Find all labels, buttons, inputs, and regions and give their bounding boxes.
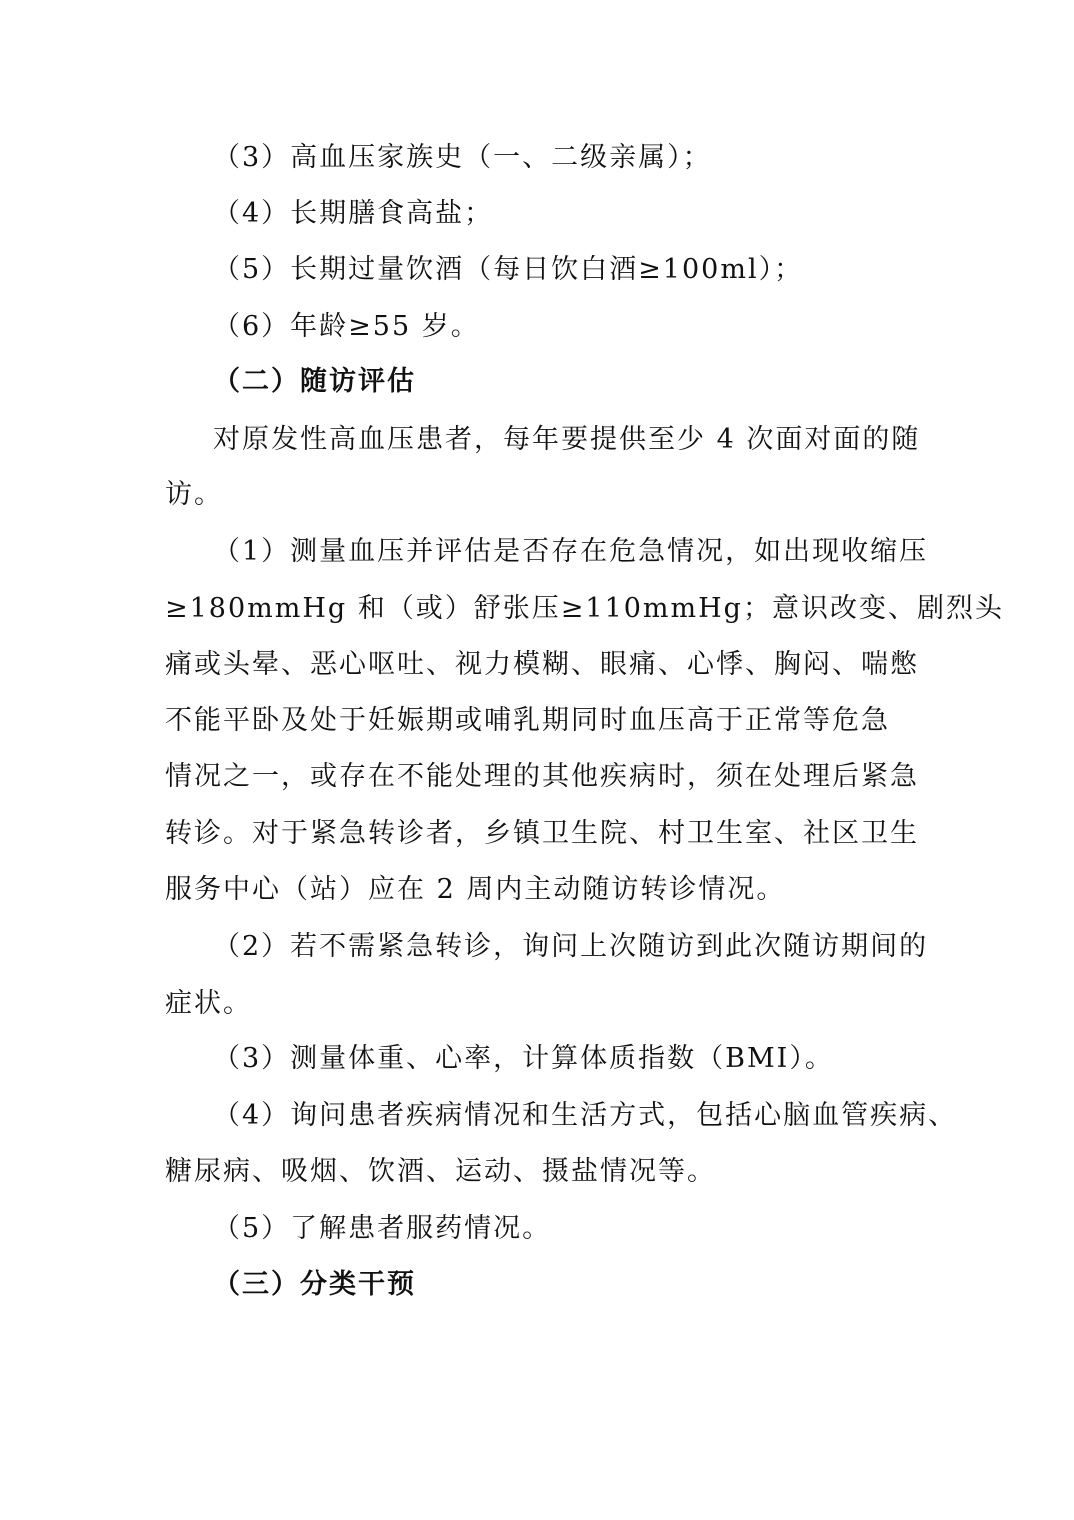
risk-factor-3: （3）高血压家族史（一、二级亲属）； (213, 142, 712, 173)
paragraph-line: 症状。 (165, 988, 252, 1019)
paragraph-line: 糖尿病、吸烟、饮酒、运动、摄盐情况等。 (165, 1156, 716, 1187)
paragraph-line: （5）了解患者服药情况。 (213, 1213, 552, 1244)
paragraph-line: （2）若不需紧急转诊，询问上次随访到此次随访期间的 (213, 931, 929, 962)
risk-factor-5: （5）长期过量饮酒（每日饮白酒≥100ml）； (213, 254, 804, 285)
section-heading-follow-up: （二）随访评估 (213, 366, 416, 397)
paragraph-line: 痛或头晕、恶心呕吐、视力模糊、眼痛、心悸、胸闷、喘憋 (165, 649, 919, 680)
risk-factor-4: （4）长期膳食高盐； (213, 198, 494, 229)
paragraph-line: 对原发性高血压患者，每年要提供至少 4 次面对面的随 (213, 424, 921, 455)
paragraph-line: 情况之一，或存在不能处理的其他疾病时，须在处理后紧急 (165, 761, 919, 792)
section-heading-classified-intervention: （三）分类干预 (213, 1269, 416, 1300)
paragraph-line: ≥180mmHg 和（或）舒张压≥110mmHg；意识改变、剧烈头 (165, 593, 1004, 624)
paragraph-line: 访。 (165, 479, 223, 510)
paragraph-line: 转诊。对于紧急转诊者，乡镇卫生院、村卫生室、社区卫生 (165, 818, 919, 849)
paragraph-line: （4）询问患者疾病情况和生活方式，包括心脑血管疾病、 (213, 1100, 958, 1131)
risk-factor-6: （6）年龄≥55 岁。 (213, 311, 480, 342)
paragraph-line: （1）测量血压并评估是否存在危急情况，如出现收缩压 (213, 536, 929, 567)
paragraph-line: 服务中心（站）应在 2 周内主动随访转诊情况。 (165, 874, 786, 905)
paragraph-line: 不能平卧及处于妊娠期或哺乳期同时血压高于正常等危急 (165, 705, 890, 736)
paragraph-line: （3）测量体重、心率，计算体质指数（BMI）。 (213, 1043, 834, 1074)
